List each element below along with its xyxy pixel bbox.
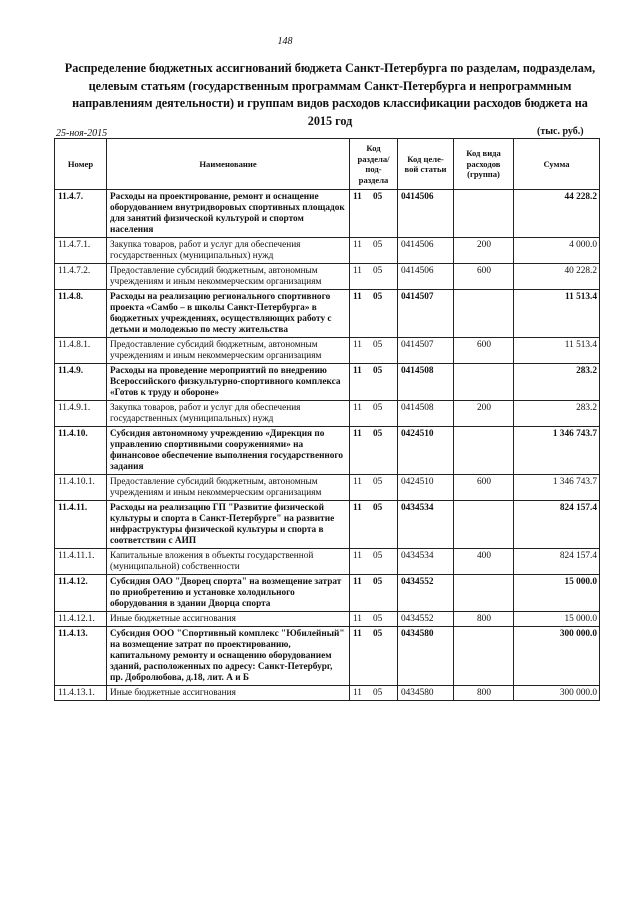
row-name: Предоставление субсидий бюджетным, автономным учреждениям и иным некоммерческим организациям xyxy=(107,264,350,290)
row-sum: 300 000.0 xyxy=(514,627,600,686)
row-name: Расходы на проектирование, ремонт и оснащение оборудованием внутридворовых спортивных площадок для занятий физической культурой и спортом населения xyxy=(107,190,350,238)
row-target-article: 0414506 xyxy=(398,238,454,264)
row-subsection-code: 05 xyxy=(373,240,383,250)
row-sum: 824 157.4 xyxy=(514,501,600,549)
table-body xyxy=(55,190,600,701)
row-expense-type: 600 xyxy=(454,338,514,364)
table-row xyxy=(55,627,600,686)
row-subsection-code: 05 xyxy=(373,503,383,513)
document-title: Распределение бюджетных ассигнований бюджета Санкт-Петербурга по разделам, подразделам, целевым статьям (государственным программам Санкт-Петербурга и непрограммным направлениям деятельности) и группам видов расходов классификации расходов бюджета на 2015 год xyxy=(64,61,596,128)
row-sum: 283.2 xyxy=(514,364,600,401)
table-row xyxy=(55,290,600,338)
header-expense-type: Код вида расходов (группа) xyxy=(454,139,514,190)
row-name: Предоставление субсидий бюджетным, автономным учреждениям и иным некоммерческим организациям xyxy=(107,475,350,501)
row-sum: 15 000.0 xyxy=(514,612,600,627)
row-sum: 44 228.2 xyxy=(514,190,600,238)
row-subsection-code: 05 xyxy=(373,403,383,413)
row-expense-type xyxy=(454,190,514,238)
row-section-code: 11 xyxy=(353,551,362,561)
table-row xyxy=(55,238,600,264)
row-target-article: 0434552 xyxy=(398,612,454,627)
row-sum: 15 000.0 xyxy=(514,575,600,612)
units-label: (тыс. руб.) xyxy=(537,126,584,137)
header-row xyxy=(55,139,600,190)
row-expense-type: 200 xyxy=(454,238,514,264)
row-razdel xyxy=(350,264,398,290)
row-target-article: 0424510 xyxy=(398,475,454,501)
row-target-article: 0434552 xyxy=(398,575,454,612)
row-subsection-code: 05 xyxy=(373,577,383,587)
row-section-code: 11 xyxy=(353,292,362,302)
row-number: 11.4.9.1. xyxy=(55,401,107,427)
row-number: 11.4.10.1. xyxy=(55,475,107,501)
table-row xyxy=(55,686,600,701)
row-name: Капитальные вложения в объекты государственной (муниципальной) собственности xyxy=(107,549,350,575)
row-expense-type: 600 xyxy=(454,264,514,290)
row-razdel xyxy=(350,401,398,427)
row-name: Иные бюджетные ассигнования xyxy=(107,612,350,627)
row-name: Субсидия ОАО "Дворец спорта" на возмещение затрат по приобретению и установке холодильного оборудования в здании Дворца спорта xyxy=(107,575,350,612)
row-razdel xyxy=(350,364,398,401)
row-sum: 11 513.4 xyxy=(514,290,600,338)
row-sum: 11 513.4 xyxy=(514,338,600,364)
row-target-article: 0414506 xyxy=(398,264,454,290)
row-section-code: 11 xyxy=(353,577,362,587)
row-expense-type: 200 xyxy=(454,401,514,427)
row-target-article: 0414508 xyxy=(398,401,454,427)
row-number: 11.4.13. xyxy=(55,627,107,686)
row-name: Субсидия ООО "Спортивный комплекс "Юбилейный" на возмещение затрат по проектированию, капитальному ремонту и оснащению оборудованием зданий, расположенных по адресу: Санкт-Петербург, пр. Добролюбова, д.18, лит. А и Б xyxy=(107,627,350,686)
row-name: Предоставление субсидий бюджетным, автономным учреждениям и иным некоммерческим организациям xyxy=(107,338,350,364)
table-row xyxy=(55,427,600,475)
row-number: 11.4.13.1. xyxy=(55,686,107,701)
row-target-article: 0414507 xyxy=(398,290,454,338)
row-subsection-code: 05 xyxy=(373,688,383,698)
row-section-code: 11 xyxy=(353,477,362,487)
row-sum: 283.2 xyxy=(514,401,600,427)
row-name: Закупка товаров, работ и услуг для обеспечения государственных (муниципальных) нужд xyxy=(107,401,350,427)
row-expense-type: 600 xyxy=(454,475,514,501)
header-razdel: Код раздела/ под- раздела xyxy=(350,139,398,190)
row-number: 11.4.8. xyxy=(55,290,107,338)
table-row xyxy=(55,501,600,549)
page-number: 148 xyxy=(277,36,293,47)
header-target-article: Код целе- вой статьи xyxy=(398,139,454,190)
document-date: 25-ноя-2015 xyxy=(56,128,108,139)
row-number: 11.4.7. xyxy=(55,190,107,238)
header-number: Номер xyxy=(55,139,107,190)
row-name: Расходы на реализацию регионального спортивного проекта «Самбо – в школы Санкт-Петербурга» в бюджетных учреждениях, осуществляющих работу с детьми и молодежью по месту жительства xyxy=(107,290,350,338)
table-header xyxy=(55,139,600,190)
header-name: Наименование xyxy=(107,139,350,190)
row-subsection-code: 05 xyxy=(373,429,383,439)
row-subsection-code: 05 xyxy=(373,614,383,624)
row-subsection-code: 05 xyxy=(373,551,383,561)
row-target-article: 0414507 xyxy=(398,338,454,364)
row-expense-type: 800 xyxy=(454,686,514,701)
row-section-code: 11 xyxy=(353,340,362,350)
table-row xyxy=(55,549,600,575)
row-section-code: 11 xyxy=(353,629,362,639)
row-sum: 300 000.0 xyxy=(514,686,600,701)
row-expense-type xyxy=(454,427,514,475)
row-target-article: 0414506 xyxy=(398,190,454,238)
row-sum: 1 346 743.7 xyxy=(514,427,600,475)
row-razdel xyxy=(350,627,398,686)
row-number: 11.4.12. xyxy=(55,575,107,612)
row-number: 11.4.8.1. xyxy=(55,338,107,364)
row-target-article: 0434580 xyxy=(398,627,454,686)
row-subsection-code: 05 xyxy=(373,477,383,487)
row-section-code: 11 xyxy=(353,688,362,698)
row-target-article: 0434534 xyxy=(398,549,454,575)
row-number: 11.4.11.1. xyxy=(55,549,107,575)
row-razdel xyxy=(350,575,398,612)
row-section-code: 11 xyxy=(353,192,362,202)
row-target-article: 0434534 xyxy=(398,501,454,549)
table-row xyxy=(55,401,600,427)
table-row xyxy=(55,338,600,364)
row-number: 11.4.11. xyxy=(55,501,107,549)
row-number: 11.4.12.1. xyxy=(55,612,107,627)
row-number: 11.4.7.1. xyxy=(55,238,107,264)
row-subsection-code: 05 xyxy=(373,340,383,350)
row-section-code: 11 xyxy=(353,366,362,376)
header-sum: Сумма xyxy=(514,139,600,190)
row-target-article: 0414508 xyxy=(398,364,454,401)
row-razdel xyxy=(350,686,398,701)
row-razdel xyxy=(350,612,398,627)
row-razdel xyxy=(350,290,398,338)
row-target-article: 0424510 xyxy=(398,427,454,475)
row-name: Расходы на проведение мероприятий по внедрению Всероссийского физкультурно-спортивного комплекса «Готов к труду и обороне» xyxy=(107,364,350,401)
row-target-article: 0434580 xyxy=(398,686,454,701)
row-razdel xyxy=(350,549,398,575)
row-expense-type: 400 xyxy=(454,549,514,575)
row-razdel xyxy=(350,501,398,549)
table-row xyxy=(55,364,600,401)
row-expense-type xyxy=(454,575,514,612)
row-number: 11.4.7.2. xyxy=(55,264,107,290)
row-number: 11.4.10. xyxy=(55,427,107,475)
table-row xyxy=(55,575,600,612)
row-section-code: 11 xyxy=(353,429,362,439)
row-subsection-code: 05 xyxy=(373,629,383,639)
table-row xyxy=(55,612,600,627)
row-expense-type xyxy=(454,290,514,338)
row-subsection-code: 05 xyxy=(373,192,383,202)
row-section-code: 11 xyxy=(353,614,362,624)
row-number: 11.4.9. xyxy=(55,364,107,401)
row-name: Закупка товаров, работ и услуг для обеспечения государственных (муниципальных) нужд xyxy=(107,238,350,264)
row-razdel xyxy=(350,238,398,264)
row-expense-type xyxy=(454,501,514,549)
row-section-code: 11 xyxy=(353,240,362,250)
row-razdel xyxy=(350,475,398,501)
row-sum: 4 000.0 xyxy=(514,238,600,264)
table-row xyxy=(55,475,600,501)
row-subsection-code: 05 xyxy=(373,266,383,276)
table-row xyxy=(55,190,600,238)
row-razdel xyxy=(350,427,398,475)
table-row xyxy=(55,264,600,290)
row-subsection-code: 05 xyxy=(373,292,383,302)
row-name: Иные бюджетные ассигнования xyxy=(107,686,350,701)
row-name: Субсидия автономному учреждению «Дирекция по управлению спортивными сооружениями» на финансовое обеспечение выполнения государственного задания xyxy=(107,427,350,475)
row-sum: 1 346 743.7 xyxy=(514,475,600,501)
row-razdel xyxy=(350,190,398,238)
row-section-code: 11 xyxy=(353,266,362,276)
row-razdel xyxy=(350,338,398,364)
row-sum: 40 228.2 xyxy=(514,264,600,290)
budget-table xyxy=(54,138,600,701)
row-name: Расходы на реализацию ГП "Развитие физической культуры и спорта в Санкт-Петербурге" на развитие инфраструктуры физической культуры и спорта в соответствии с АИП xyxy=(107,501,350,549)
row-section-code: 11 xyxy=(353,503,362,513)
row-expense-type: 800 xyxy=(454,612,514,627)
row-sum: 824 157.4 xyxy=(514,549,600,575)
row-section-code: 11 xyxy=(353,403,362,413)
row-subsection-code: 05 xyxy=(373,366,383,376)
row-expense-type xyxy=(454,364,514,401)
row-expense-type xyxy=(454,627,514,686)
